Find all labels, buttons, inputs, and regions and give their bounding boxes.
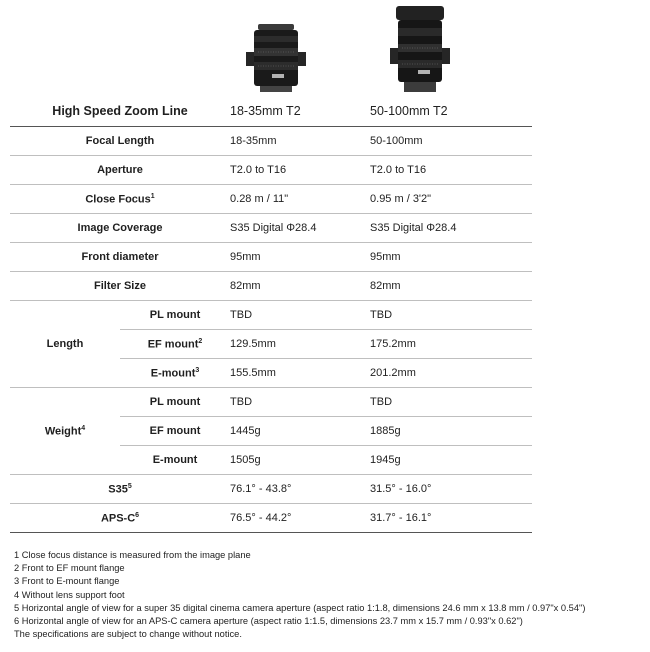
row-label: Front diameter bbox=[81, 251, 159, 263]
cell-value: 95mm bbox=[370, 251, 401, 263]
lens-50-100mm-image bbox=[388, 4, 452, 96]
row-label: Aperture bbox=[97, 164, 143, 176]
cell-value: S35 Digital Φ28.4 bbox=[370, 222, 457, 234]
footnote-marker: 6 bbox=[135, 511, 140, 519]
sub-label: PL mount bbox=[149, 396, 201, 408]
cell-value: TBD bbox=[370, 309, 393, 321]
sub-label: E-mount bbox=[152, 454, 198, 466]
row-label: Image Coverage bbox=[77, 222, 163, 234]
cell-value: 0.95 m / 3'2" bbox=[370, 193, 432, 205]
cell-value: 201.2mm bbox=[370, 367, 416, 379]
cell-value: 82mm bbox=[230, 280, 261, 292]
cell-value: TBD bbox=[370, 396, 393, 408]
footnote: 2 Front to EF mount flange bbox=[14, 563, 125, 574]
table-row bbox=[10, 127, 532, 156]
table-row bbox=[10, 272, 532, 301]
sub-label: E-mount$^3$ bbox=[150, 366, 200, 380]
cell-value: 50-100mm bbox=[370, 135, 423, 147]
footnotes bbox=[14, 549, 644, 641]
sub-label: PL mount bbox=[149, 309, 201, 321]
row-label: Filter Size bbox=[94, 280, 146, 292]
footnote-marker: 3 bbox=[195, 366, 200, 374]
cell-value: 82mm bbox=[370, 280, 401, 292]
group-label-weight: Weight$^4$ bbox=[10, 388, 120, 475]
spec-table bbox=[10, 96, 532, 533]
row-label: Close Focus$^1$ bbox=[85, 192, 155, 206]
footnote: 1 Close focus distance is measured from the image plane bbox=[14, 550, 251, 560]
cell-value: 155.5mm bbox=[230, 367, 276, 379]
cell-value: TBD bbox=[230, 396, 253, 408]
lens-18-35mm-image bbox=[244, 22, 308, 94]
cell-value: 31.5° - 16.0° bbox=[370, 483, 432, 495]
group-label-length: Length bbox=[10, 301, 120, 388]
cell-value: 95mm bbox=[230, 251, 261, 263]
cell-value: 129.5mm bbox=[230, 338, 276, 350]
table-row bbox=[10, 156, 532, 185]
cell-value: 1885g bbox=[370, 425, 401, 437]
table-title: High Speed Zoom Line bbox=[52, 104, 188, 118]
footnote-marker: 2 bbox=[198, 337, 203, 345]
cell-value: 1445g bbox=[230, 425, 261, 437]
footnote-marker: 5 bbox=[127, 482, 132, 490]
footnote-marker: 1 bbox=[150, 192, 155, 200]
column-header-18-35: 18-35mm T2 bbox=[230, 104, 301, 118]
cell-value: 1505g bbox=[230, 454, 261, 466]
row-label: $S35^5$ bbox=[108, 482, 132, 496]
footnote: 3 Front to E-mount flange bbox=[14, 576, 120, 587]
footnote: 6 Horizontal angle of view for an APS-C camera aperture (aspect ratio 1:1.5, dimensions 23.7 mm x 15.7 mm / 0.93"x 0.62") bbox=[14, 616, 523, 627]
column-header-50-100: 50-100mm T2 bbox=[370, 104, 448, 118]
cell-value: T2.0 to T16 bbox=[370, 164, 427, 176]
cell-value: TBD bbox=[230, 309, 253, 321]
table-header-row bbox=[10, 96, 532, 127]
cell-value: 76.5° - 44.2° bbox=[230, 512, 292, 524]
sub-label: EF mount$^2$ bbox=[147, 337, 203, 351]
disclaimer: The specifications are subject to change without notice. bbox=[14, 629, 242, 640]
cell-value: 31.7° - 16.1° bbox=[370, 512, 432, 524]
table-row bbox=[10, 388, 532, 417]
cell-value: 1945g bbox=[370, 454, 401, 466]
sub-label: EF mount bbox=[149, 425, 201, 437]
footnote: 5 Horizontal angle of view for a super 35 digital cinema camera aperture (aspect ratio 1:1.8, dimensions 24.6 mm x 13.8 mm / 0.97"x 0.54") bbox=[14, 602, 586, 613]
cell-value: T2.0 to T16 bbox=[230, 164, 287, 176]
row-label: APS-$C^6$ bbox=[100, 511, 140, 525]
cell-value: 175.2mm bbox=[370, 338, 416, 350]
footnote: 4 Without lens support foot bbox=[14, 589, 125, 600]
table-row bbox=[10, 475, 532, 504]
footnote-marker: 4 bbox=[81, 424, 86, 432]
table-row bbox=[10, 504, 532, 533]
cell-value: 76.1° - 43.8° bbox=[230, 483, 292, 495]
table-row bbox=[10, 301, 532, 330]
table-row bbox=[10, 214, 532, 243]
cell-value: S35 Digital Φ28.4 bbox=[230, 222, 317, 234]
table-row bbox=[10, 243, 532, 272]
cell-value: 0.28 m / 11" bbox=[230, 193, 289, 205]
table-row bbox=[10, 185, 532, 214]
row-label: Focal Length bbox=[85, 135, 155, 147]
cell-value: 18-35mm bbox=[230, 135, 277, 147]
